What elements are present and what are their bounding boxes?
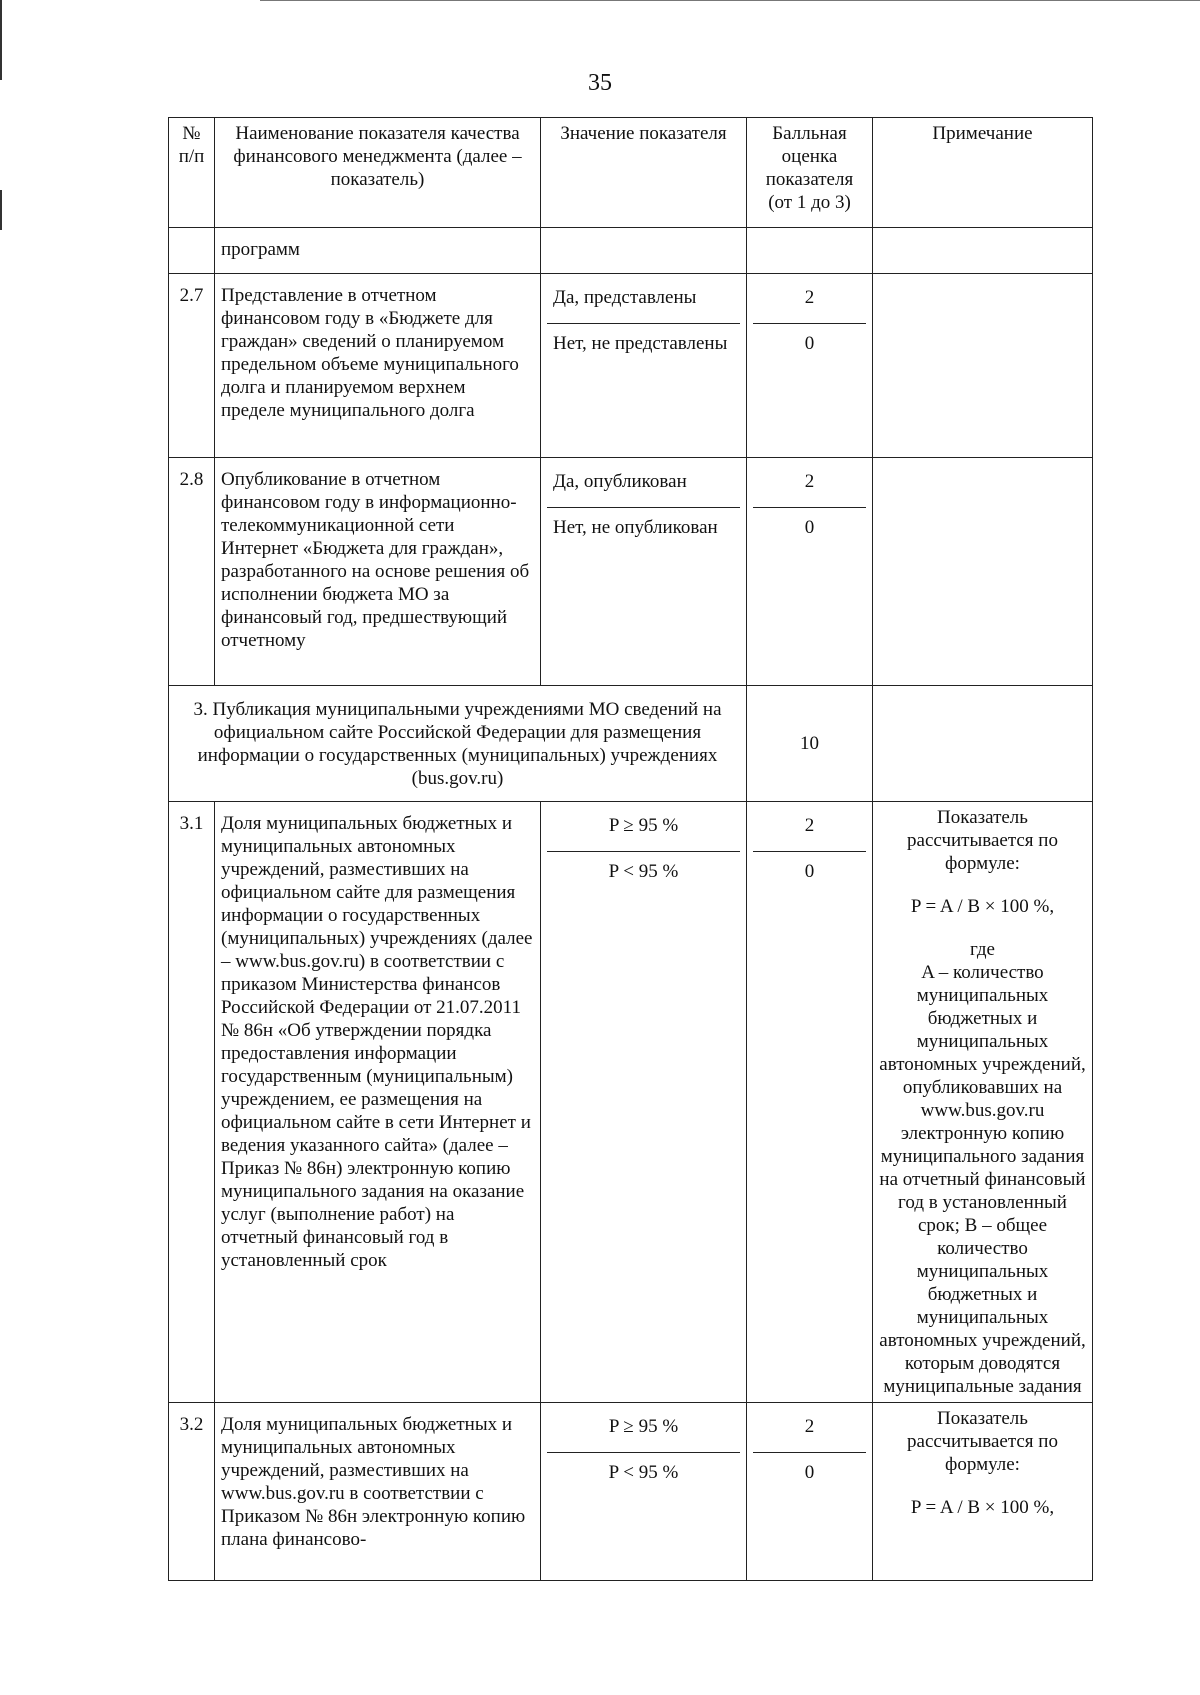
cell-score <box>747 458 873 686</box>
score-value: 2 <box>753 806 866 852</box>
cell-value <box>541 228 747 274</box>
score-value: 0 <box>804 517 815 538</box>
cell-name: программ <box>215 228 541 274</box>
header-note: Примечание <box>873 118 1093 228</box>
table-row <box>169 458 1093 686</box>
cell-num: 3.1 <box>169 802 215 1403</box>
table-row <box>169 802 1093 1403</box>
cell-note <box>873 274 1093 458</box>
cell-value <box>541 458 747 686</box>
cell-name: Представление в отчетном финансовом году в «Бюджете для граждан» сведений о планируемом предельном объеме муниципального долга и планируемом верхнем пределе муниципального долга <box>215 274 541 458</box>
score-value: 0 <box>804 333 815 354</box>
note-formula: P = A / B × 100 %, <box>910 1497 1055 1518</box>
cell-note <box>873 1403 1093 1581</box>
cell-num: 2.7 <box>169 274 215 458</box>
scan-edge <box>0 0 2 80</box>
header-score: Балльная оценка показателя (от 1 до 3) <box>747 118 873 228</box>
header-value: Значение показателя <box>541 118 747 228</box>
indicator-table <box>168 117 1093 1581</box>
scan-edge <box>0 190 2 230</box>
page-number: 35 <box>588 70 612 96</box>
score-value: 0 <box>804 861 815 882</box>
cell-value <box>541 802 747 1403</box>
cell-name: Доля муниципальных бюджетных и муниципальных автономных учреждений, разместивших на официальном сайте для размещения информации о государственных (муниципальных) учреждениях (далее – www.bus.gov.ru) в соответствии с приказом Министерства финансов Российской Федерации от 21.07.2011 № 86н «Об утверждении порядка предоставления информации государственным (муниципальным) учреждением, ее размещения на официальном сайте в сети Интернет и ведения указанного сайта» (далее – Приказ № 86н) электронную копию муниципального задания на оказание услуг (выполнение работ) на отчетный финансовый год в установленный срок <box>215 802 541 1403</box>
table-row <box>169 1403 1093 1581</box>
scan-edge <box>260 0 1200 1</box>
note-where: где <box>970 939 995 960</box>
note-formula: P = A / B × 100 %, <box>910 896 1055 917</box>
score-value: 0 <box>804 1462 815 1483</box>
value-option: P ≥ 95 % <box>547 806 740 852</box>
value-option: P ≥ 95 % <box>547 1407 740 1453</box>
section-row <box>169 686 1093 802</box>
cell-score <box>747 1403 873 1581</box>
note-definition: A – количество муниципальных бюджетных и муниципальных автономных учреждений, опубликовавших на www.bus.gov.ru электронную копию муниципального задания на отчетный финансовый год в установленный срок; B – общее количество муниципальных бюджетных и муниципальных автономных учреждений, которым доводятся муниципальные задания <box>879 962 1086 1397</box>
cell-score <box>747 274 873 458</box>
cell-note <box>873 802 1093 1403</box>
table-row <box>169 274 1093 458</box>
score-value: 2 <box>753 1407 866 1453</box>
value-option: Да, представлены <box>547 278 740 324</box>
value-option: Да, опубликован <box>547 462 740 508</box>
cell-value <box>541 274 747 458</box>
cell-score <box>747 228 873 274</box>
value-option: P < 95 % <box>608 1462 679 1483</box>
cell-value <box>541 1403 747 1581</box>
section-score: 10 <box>747 686 873 802</box>
cell-score <box>747 802 873 1403</box>
value-option: Нет, не представлены <box>553 333 728 354</box>
cell-note <box>873 458 1093 686</box>
cell-name: Доля муниципальных бюджетных и муниципальных автономных учреждений, разместивших на www.bus.gov.ru в соответствии с Приказом № 86н электронную копию плана финансово- <box>215 1403 541 1581</box>
header-name: Наименование показателя качества финансового менеджмента (далее – показатель) <box>215 118 541 228</box>
cell-num <box>169 228 215 274</box>
cell-num: 2.8 <box>169 458 215 686</box>
cell-num: 3.2 <box>169 1403 215 1581</box>
note-intro: Показатель рассчитывается по формуле: <box>907 1408 1058 1475</box>
score-value: 2 <box>753 278 866 324</box>
table-row <box>169 228 1093 274</box>
cell-note <box>873 686 1093 802</box>
cell-name: Опубликование в отчетном финансовом году в информационно-телекоммуникационной сети Интернет «Бюджета для граждан», разработанного на основе решения об исполнении бюджета МО за финансовый год, предшествующий отчетному <box>215 458 541 686</box>
value-option: Нет, не опубликован <box>553 517 718 538</box>
table-header-row <box>169 118 1093 228</box>
value-option: P < 95 % <box>608 861 679 882</box>
section-title: 3. Публикация муниципальными учреждениями МО сведений на официальном сайте Российской Федерации для размещения информации о государственных (муниципальных) учреждениях (bus.gov.ru) <box>169 686 747 802</box>
header-num: № п/п <box>169 118 215 228</box>
score-value: 2 <box>753 462 866 508</box>
cell-note <box>873 228 1093 274</box>
note-intro: Показатель рассчитывается по формуле: <box>907 807 1058 874</box>
